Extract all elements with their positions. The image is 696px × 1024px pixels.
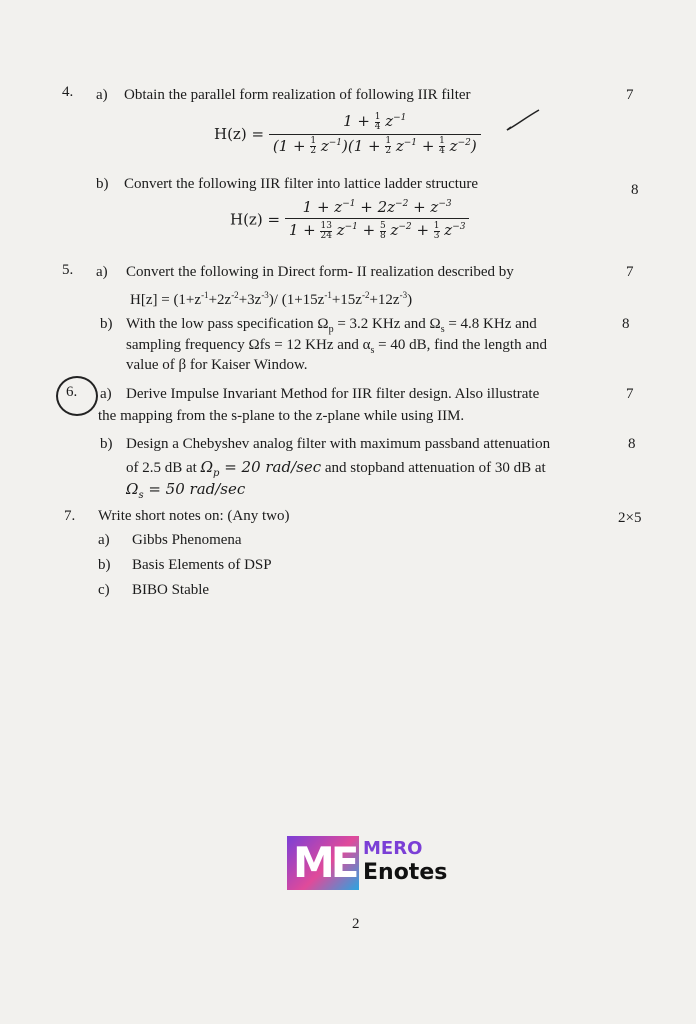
q4b-equation: H(z) = $1 + z^{-1} + 2z^{-2} + z^{-3}$ 1 + $\frac{13}{24}$ $z^{-1}$ + $\frac{5}{8}$ $z^{-2}$ + $\frac{1}{3}$ $z^{-3}$ (230, 198, 469, 241)
q4b-marks: 8 (631, 182, 639, 198)
q6b-label: b) (100, 436, 113, 452)
q4a-text: Obtain the parallel form realization of following IIR filter (124, 87, 471, 103)
q7-text: Write short notes on: (Any two) (98, 508, 290, 524)
q6-number: 6. (66, 384, 78, 400)
q4b-label: b) (96, 176, 109, 192)
q6b-line3: $\Omega_s = 50$ rad/sec (126, 480, 246, 501)
q4-number: 4. (62, 84, 74, 100)
logo-line1: MERO (363, 838, 423, 859)
q4b-text: Convert the following IIR filter into lattice ladder structure (124, 176, 479, 192)
q6b-line1: Design a Chebyshev analog filter with maximum passband attenuation (126, 436, 551, 452)
q5b-marks: 8 (622, 316, 630, 332)
q5-number: 5. (62, 262, 74, 278)
logo-mark: ME (287, 836, 359, 890)
checkmark-icon (505, 108, 541, 132)
q5b-line1: With the low pass specification $\Omega_p = 3.2$ KHz and $\Omega_s = 4.8$ KHz and (126, 316, 537, 335)
q6b-marks: 8 (628, 436, 636, 452)
mero-enotes-logo (287, 836, 448, 890)
q5a-text: Convert the following in Direct form- II realization described by (126, 264, 514, 280)
q5a-equation: $H[z] = (1+z^{-1}+2z^{-2}+3z^{-3})/$ $(1+15z^{-1}+15z^{-2}+12z^{-3})$ (130, 290, 413, 308)
q6a-text: Derive Impulse Invariant Method for IIR filter design. Also illustrate (126, 386, 540, 402)
q5b-label: b) (100, 316, 113, 332)
q6b-line2: of 2.5 dB at $\Omega_p = 20$ rad/sec and stopband attenuation of 30 dB at (126, 458, 546, 479)
q7-marks: 2×5 (618, 510, 642, 526)
q4a-label: a) (96, 87, 108, 103)
q5b-line3: value of β for Kaiser Window. (126, 357, 308, 373)
q7-item-label: a) (98, 532, 110, 548)
q4a-marks: 7 (626, 87, 634, 103)
q5a-label: a) (96, 264, 108, 280)
q6a-text2: the mapping from the s-plane to the z-plane while using IIM. (98, 408, 465, 424)
q6a-label: a) (100, 386, 112, 402)
q7-item-text: Gibbs Phenomena (132, 532, 242, 548)
q7-number: 7. (64, 508, 76, 524)
q6a-marks: 7 (626, 386, 634, 402)
q7-item-label: c) (98, 582, 110, 598)
q5a-marks: 7 (626, 264, 634, 280)
q5b-line2: sampling frequency Ωfs = 12 KHz and $\alpha_s = 40$ dB, find the length and (126, 337, 548, 356)
page-number: 2 (352, 916, 360, 932)
logo-line2: Enotes (363, 860, 448, 885)
q7-item-label: b) (98, 557, 111, 573)
q7-item-text: Basis Elements of DSP (132, 557, 272, 573)
q4a-equation: H(z) = 1 + $\frac{1}{4}$ $z^{-1}$ (1 + $\frac{1}{2}$ $z^{-1})(1$ + $\frac{1}{2}$ $z^{-1}$ + $\frac{1}{4}$ $z^{-2}$) (214, 112, 481, 156)
q7-item-text: BIBO Stable (132, 582, 210, 598)
